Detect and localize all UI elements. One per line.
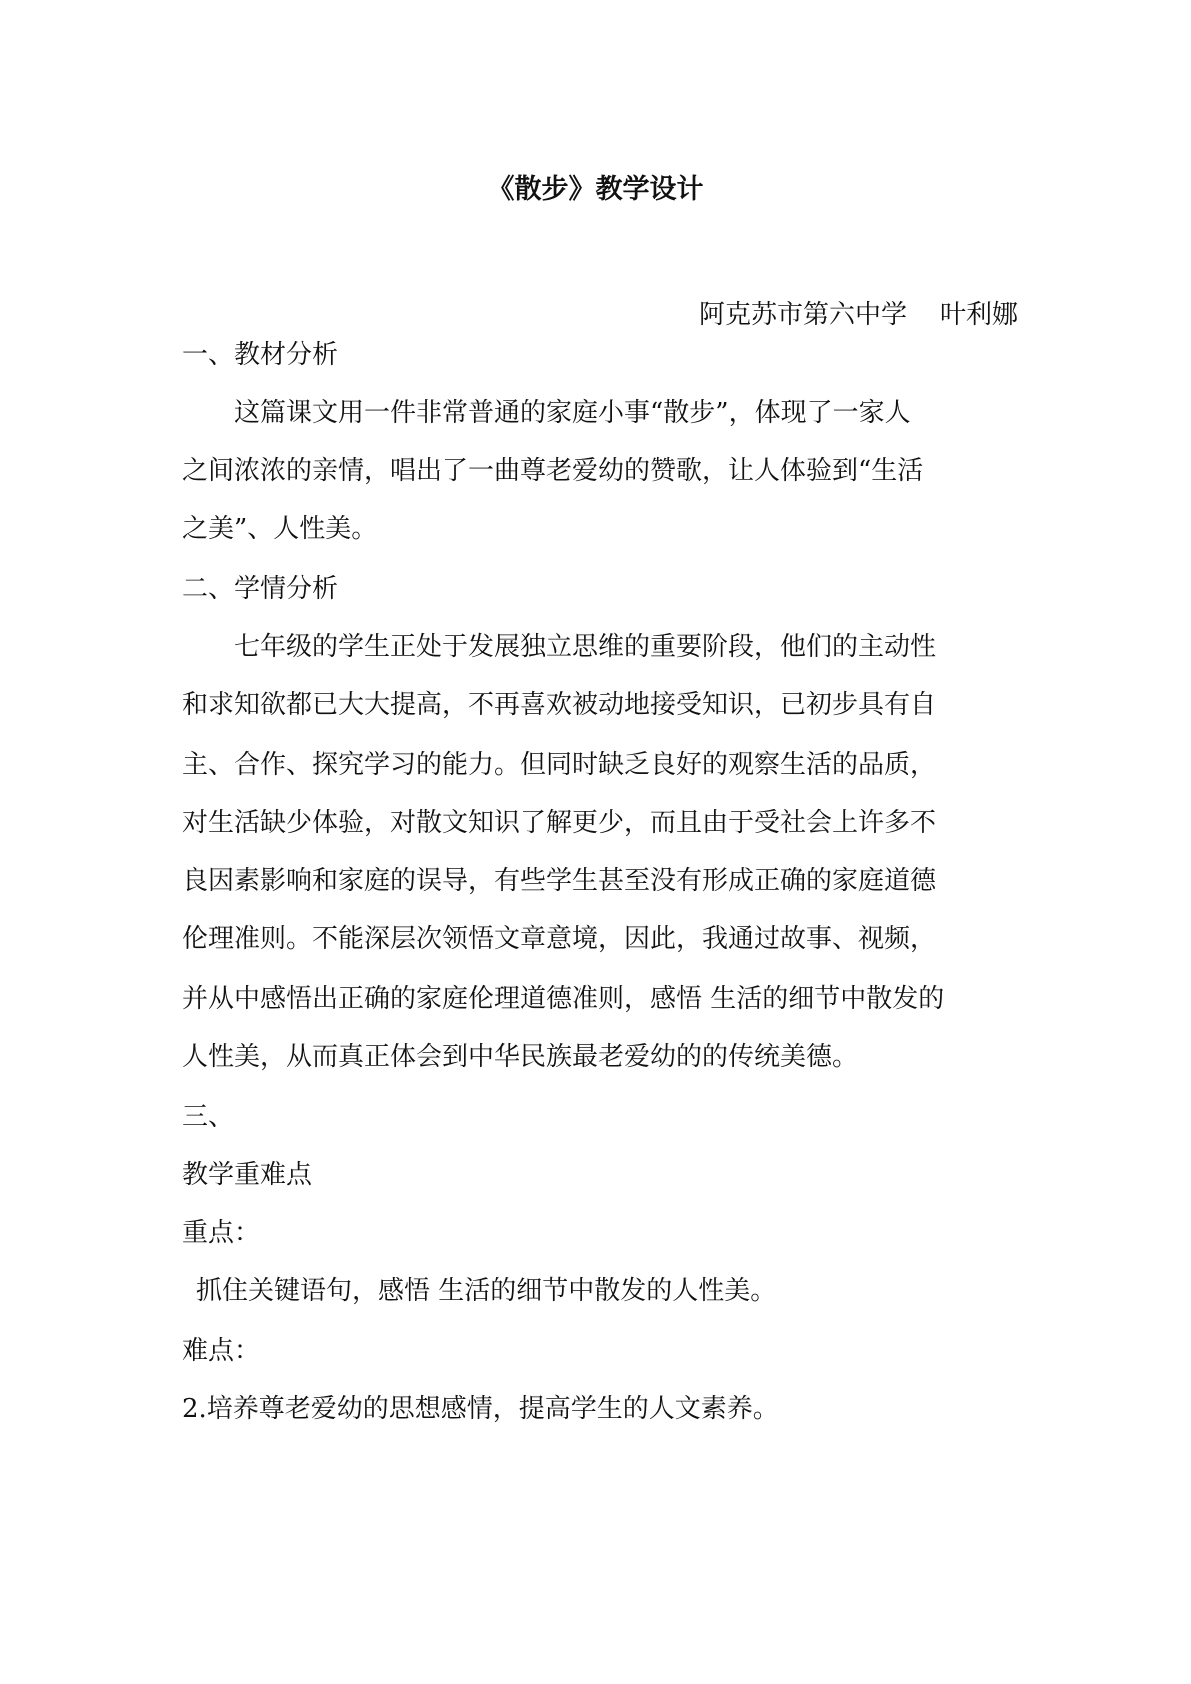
paragraph-line: 之美”、人性美。 [182, 514, 378, 544]
paragraph-line: 七年级的学生正处于发展独立思维的重要阶段，他们的主动性 [234, 632, 937, 662]
key-point-text: 抓住关键语句，感悟 生活的细节中散发的人性美。 [196, 1276, 777, 1306]
key-point-label: 重点： [182, 1218, 261, 1248]
paragraph-line: 对生活缺少体验，对散文知识了解更少，而且由于受社会上许多不 [182, 808, 937, 838]
author-line: 阿克苏市第六中学 叶利娜 [698, 300, 1018, 330]
paragraph-line: 良因素影响和家庭的误导，有些学生甚至没有形成正确的家庭道德 [182, 866, 937, 896]
section-heading-materials: 一、教材分析 [182, 340, 339, 370]
paragraph-line: 之间浓浓的亲情，唱出了一曲尊老爱幼的赞歌，让人体验到“生活 [182, 456, 924, 486]
document-title: 《散步》教学设计 [487, 174, 704, 205]
section-heading-students: 二、学情分析 [182, 574, 339, 604]
paragraph-line: 人性美，从而真正体会到中华民族最老爱幼的的传统美德。 [182, 1042, 859, 1072]
paragraph-line: 伦理准则。不能深层次领悟文章意境，因此，我通过故事、视频， [182, 924, 937, 954]
section-heading-key-points: 教学重难点 [182, 1160, 313, 1190]
difficult-point-text: 2.培养尊老爱幼的思想感情，提高学生的人文素养。 [182, 1394, 779, 1424]
paragraph-line: 主、合作、探究学习的能力。但同时缺乏良好的观察生活的品质， [182, 750, 937, 780]
section-number-three: 三、 [182, 1102, 235, 1132]
paragraph-line: 和求知欲都已大大提高，不再喜欢被动地接受知识，已初步具有自 [182, 690, 937, 720]
difficult-point-label: 难点： [182, 1336, 261, 1366]
paragraph-line: 并从中感悟出正确的家庭伦理道德准则，感悟 生活的细节中散发的 [182, 984, 945, 1014]
paragraph-line: 这篇课文用一件非常普通的家庭小事“散步”，体现了一家人 [234, 398, 911, 428]
